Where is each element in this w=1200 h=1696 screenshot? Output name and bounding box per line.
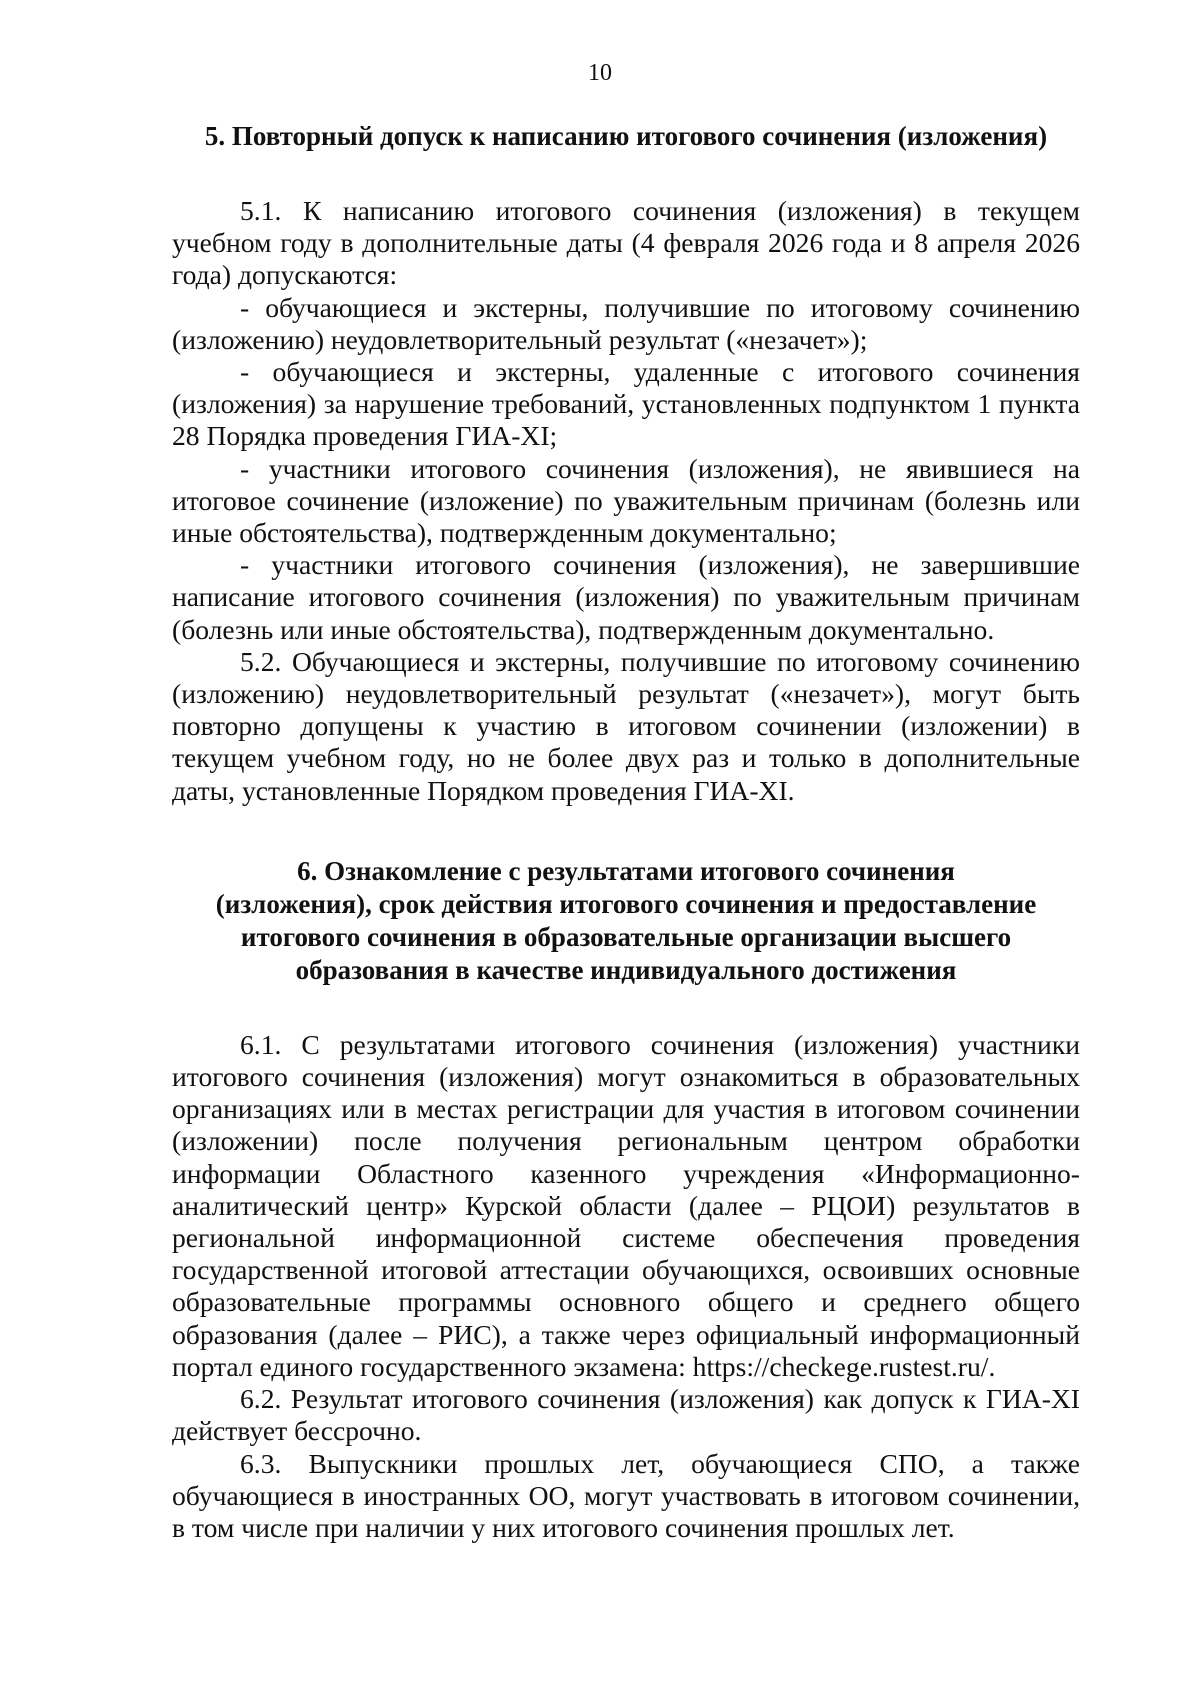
paragraph-6-3: 6.3. Выпускники прошлых лет, обучающиеся СПО, а также обучающиеся в иностранных ОО, могут участвовать в итоговом сочинении, в том числе при наличии у них итогового сочинения прошлых лет.	[172, 1447, 1080, 1543]
page-number: 10	[588, 60, 612, 86]
section-5-heading: 5. Повторный допуск к написанию итогового сочинения (изложения)	[204, 121, 1048, 151]
paragraph-5-2: 5.2. Обучающиеся и экстерны, получившие по итоговому сочинению (изложению) неудовлетворительный результат («незачет»), могут быть повторно допущены к участию в итоговом сочинении (изложении) в текущем учебном году, но не более двух раз и только в дополнительные даты, установленные Порядком проведения ГИА-XI.	[172, 645, 1080, 806]
section-6-heading-line-3: итогового сочинения в образовательные организации высшего	[240, 921, 1012, 952]
list-item-absent-participants: - участники итогового сочинения (изложения), не явившиеся на итоговое сочинение (изложение) по уважительным причинам (болезнь или иные обстоятельства), подтвержденным документально;	[172, 452, 1080, 549]
paragraph-6-1: 6.1. С результатами итогового сочинения (изложения) участники итогового сочинения (изложения) могут ознакомиться в образовательных организациях или в местах регистрации для участия в итоговом сочинении (изложении) после получения региональным центром обработки информации Областного казенного учреждения «Информационно-аналитический центр» Курской области (далее – РЦОИ) результатов в региональной информационной системе обеспечения проведения государственной итоговой аттестации обучающихся, освоивших основные образовательные программы основного общего и среднего общего образования (далее – РИС), а также через официальный информационный портал единого государственного экзамена: https://checkege.rustest.ru/.	[172, 1028, 1080, 1382]
list-item-unfinished-participants: - участники итогового сочинения (изложения), не завершившие написание итогового сочинения (изложения) по уважительным причинам (болезнь или иные обстоятельства), подтвержденным документально.	[172, 549, 1080, 645]
section-6-heading-line-4: образования в качестве индивидуального достижения	[295, 954, 957, 985]
section-6-heading	[172, 855, 1080, 987]
section-6-heading-line-2: (изложения), срок действия итогового сочинения и предоставление	[215, 888, 1037, 919]
list-item-removed-participants: - обучающиеся и экстерны, удаленные с итогового сочинения (изложения) за нарушение требований, установленных подпунктом 1 пункта 28 Порядка проведения ГИА-XI;	[172, 356, 1080, 452]
paragraph-6-2: 6.2. Результат итогового сочинения (изложения) как допуск к ГИА-XI действует бессрочно.	[172, 1383, 1080, 1447]
paragraph-5-1: 5.1. К написанию итогового сочинения (изложения) в текущем учебном году в дополнительные даты (4 февраля 2026 года и 8 апреля 2026 года) допускаются:	[172, 195, 1080, 291]
list-item-unsatisfactory-result: - обучающиеся и экстерны, получившие по итоговому сочинению (изложению) неудовлетворительный результат («незачет»);	[172, 291, 1080, 355]
document-body	[172, 120, 1080, 1544]
section-6-heading-line-1: 6. Ознакомление с результатами итогового сочинения	[297, 855, 955, 886]
